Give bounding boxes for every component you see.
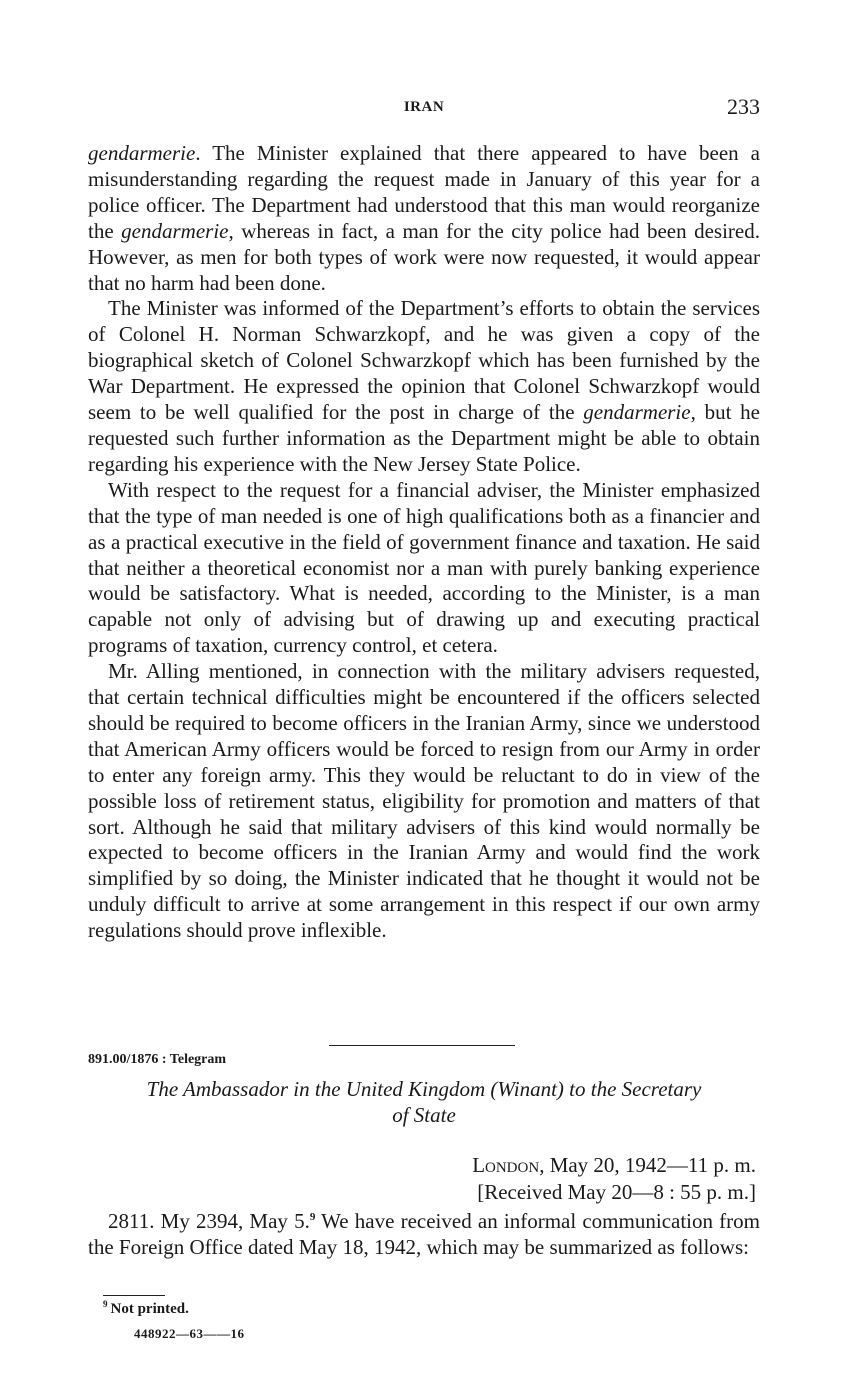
file-reference: 891.00/1876 : Telegram: [88, 1052, 227, 1067]
footnote-reference: 9: [309, 1211, 316, 1223]
footnote-rule: [103, 1295, 165, 1296]
document-title: [88, 1076, 760, 1128]
italic-term: gendarmerie: [583, 400, 691, 425]
paragraph-text: With respect to the request for a financial adviser, the Minister emphasized that the type of man needed is one of high qualifications both as a financier and as a practical executive in the field of government finance and taxation. He said that neither a theoretical economist nor a man with purely banking experience would be satisfactory. What is needed, according to the Minister, is a man capable not only of advising but of drawing up and executing practical programs of taxation, currency control, et cetera.: [88, 477, 760, 658]
paragraph-text: The Minister was informed of the Department’s efforts to obtain the services of Colonel H. Norman Schwarzkopf, and he was given a copy of the biographical sketch of Colonel Schwarzkopf which has been furnished by the War Department. He expressed the opinion that Colonel Schwarzkopf would seem to be well qualified for the post in charge of the: [88, 296, 760, 425]
telegram-paragraph: [88, 1208, 760, 1260]
paragraph-text: . The Minister explained that there appeared to have been a misunderstanding regarding the request made in January of this year for a police officer. The Department had understood that this man would reorganize the: [88, 141, 760, 243]
dateline-received: [Received May 20—8 : 55 p. m.]: [477, 1180, 756, 1204]
running-title: IRAN: [403, 99, 445, 115]
dateline: [472, 1152, 756, 1206]
body-paragraph: [88, 141, 760, 296]
italic-term: gendarmerie: [88, 141, 196, 165]
dateline-place: London: [472, 1153, 540, 1177]
telegram-number: 2811. My 2394, May 5.: [108, 1209, 310, 1233]
printer-code: 448922—63——16: [134, 1326, 245, 1341]
footnote-marker: 9: [103, 1299, 108, 1309]
body-paragraph: [88, 296, 760, 477]
dateline-sent: [472, 1152, 756, 1179]
body-paragraph: [88, 659, 760, 944]
document-title-line-1: The Ambassador in the United Kingdom (Winant) to the Secretary: [146, 1077, 702, 1101]
telegram-text: We have received an informal communication from the Foreign Office dated May 18, 1942, which may be summarized as follows:: [88, 1209, 760, 1259]
page-header: [88, 94, 760, 124]
footnote-text: Not printed.: [110, 1301, 189, 1317]
body-text: [88, 141, 760, 944]
body-paragraph: [88, 478, 760, 659]
paragraph-text: , but he requested such further information as the Department might be able to obtain regarding his experience with the New Jersey State Police.: [88, 400, 760, 476]
document-title-line-2: of State: [392, 1103, 456, 1127]
footnote: [103, 1301, 189, 1318]
paragraph-text: , whereas in fact, a man for the city police had been desired. However, as men for both types of work were now requested, it would appear that no harm had been done.: [88, 218, 760, 295]
page-number: 233: [727, 94, 760, 119]
paragraph-text: Mr. Alling mentioned, in connection with the military advisers requested, that certain technical difficulties might be encountered if the officers selected should be required to become officers in the Iranian Army, since we understood that American Army officers would be forced to resign from our Army in order to enter any foreign army. This they would be reluctant to do in view of the possible loss of retirement status, eligibility for promotion and matters of that sort. Although he said that military advisers of this kind would normally be expected to become officers in the Iranian Army and would find the work simplified by so doing, the Minister indicated that he thought it would not be unduly difficult to arrive at some arrangement in this respect if our own army regulations should prove inflexible.: [88, 659, 760, 943]
dateline-date: , May 20, 1942—11 p. m.: [539, 1153, 756, 1177]
section-divider: [329, 1045, 515, 1046]
telegram-body: [88, 1208, 760, 1260]
italic-term: gendarmerie: [121, 218, 229, 243]
